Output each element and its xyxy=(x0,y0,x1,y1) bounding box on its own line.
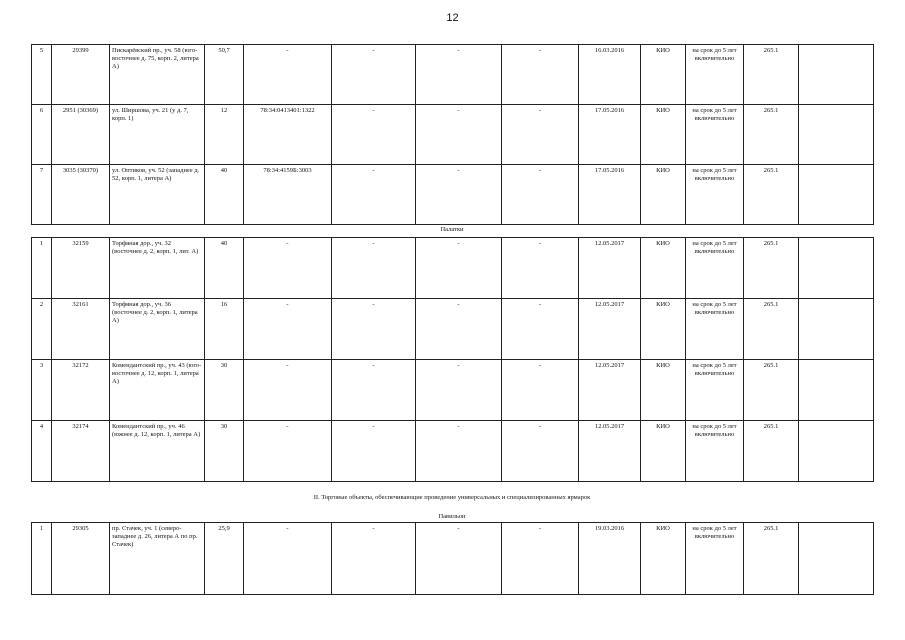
cell-cadastral: 78:34:4159Б:3003 xyxy=(244,165,332,225)
cell-term: на срок до 5 лет включительно xyxy=(686,299,744,360)
cell-code: 265.1 xyxy=(744,360,799,421)
cell-code: 265.1 xyxy=(744,105,799,165)
cell-note xyxy=(799,105,874,165)
cell-area: 30 xyxy=(205,360,244,421)
table-row xyxy=(32,165,874,225)
cell-area: 30 xyxy=(205,421,244,482)
cell-num: 2 xyxy=(32,299,52,360)
cell-col6: - xyxy=(332,421,416,482)
cell-code: 265.1 xyxy=(744,238,799,299)
cell-col6: - xyxy=(332,105,416,165)
table-row xyxy=(32,45,874,105)
cell-note xyxy=(799,360,874,421)
cell-num: 7 xyxy=(32,165,52,225)
cell-code: 265.1 xyxy=(744,523,799,595)
cell-col7: - xyxy=(416,238,502,299)
cell-note xyxy=(799,523,874,595)
cell-address: Комендантский пр., уч. 43 (юго-восточнее д. 12, корп. 1, литера А) xyxy=(110,360,205,421)
cell-num: 6 xyxy=(32,105,52,165)
cell-cadastral: - xyxy=(244,299,332,360)
table-row xyxy=(32,421,874,482)
cell-col7: - xyxy=(416,523,502,595)
section-heading-ii: II. Торговые объекты, обеспечивающие проведение универсальных и специализированных ярмарок xyxy=(313,494,591,501)
cell-col8: - xyxy=(502,421,579,482)
cell-organization: КИО xyxy=(641,165,686,225)
page-number: 12 xyxy=(446,12,459,24)
cell-col8: - xyxy=(502,523,579,595)
table-row xyxy=(32,299,874,360)
cell-col7: - xyxy=(416,360,502,421)
cell-address: Пискарёвский пр., уч. 58 (юго-восточнее д. 75, корп. 2, литера А) xyxy=(110,45,205,105)
cell-col8: - xyxy=(502,299,579,360)
cell-col6: - xyxy=(332,523,416,595)
cell-area: 12 xyxy=(205,105,244,165)
cell-id: 32174 xyxy=(52,421,110,482)
cell-col8: - xyxy=(502,105,579,165)
cell-note xyxy=(799,238,874,299)
cell-date: 16.03.2016 xyxy=(579,45,641,105)
cell-col8: - xyxy=(502,238,579,299)
table-row xyxy=(32,238,874,299)
cell-id: 2951 (30369) xyxy=(52,105,110,165)
registry-table-1 xyxy=(31,44,874,225)
section-heading-pavilion: Павильон xyxy=(438,513,466,520)
cell-col6: - xyxy=(332,238,416,299)
cell-date: 12.05.2017 xyxy=(579,238,641,299)
cell-note xyxy=(799,299,874,360)
cell-organization: КИО xyxy=(641,105,686,165)
cell-num: 1 xyxy=(32,523,52,595)
cell-organization: КИО xyxy=(641,523,686,595)
cell-code: 265.1 xyxy=(744,165,799,225)
cell-id: 32161 xyxy=(52,299,110,360)
cell-area: 40 xyxy=(205,165,244,225)
cell-address: пр. Стачек, уч. 1 (северо-западнее д. 26, литера А по пр. Стачек) xyxy=(110,523,205,595)
registry-table-2 xyxy=(31,237,874,482)
cell-organization: КИО xyxy=(641,421,686,482)
cell-id: 32172 xyxy=(52,360,110,421)
cell-organization: КИО xyxy=(641,238,686,299)
cell-date: 17.05.2016 xyxy=(579,165,641,225)
cell-cadastral: - xyxy=(244,421,332,482)
cell-term: на срок до 5 лет включительно xyxy=(686,105,744,165)
cell-cadastral: - xyxy=(244,238,332,299)
cell-num: 4 xyxy=(32,421,52,482)
table-row xyxy=(32,523,874,595)
cell-address: ул. Оптиков, уч. 52 (западнее д. 52, корп. 1, литера А) xyxy=(110,165,205,225)
section-heading-palatki: Палатки xyxy=(440,226,464,233)
cell-id: 32159 xyxy=(52,238,110,299)
cell-date: 12.05.2017 xyxy=(579,360,641,421)
cell-date: 19.03.2016 xyxy=(579,523,641,595)
cell-col8: - xyxy=(502,360,579,421)
cell-code: 265.1 xyxy=(744,45,799,105)
cell-id: 29399 xyxy=(52,45,110,105)
cell-area: 40 xyxy=(205,238,244,299)
cell-id: 29305 xyxy=(52,523,110,595)
cell-area: 50,7 xyxy=(205,45,244,105)
cell-area: 25,9 xyxy=(205,523,244,595)
cell-col7: - xyxy=(416,105,502,165)
cell-col7: - xyxy=(416,165,502,225)
cell-col6: - xyxy=(332,299,416,360)
cell-organization: КИО xyxy=(641,360,686,421)
table-row xyxy=(32,360,874,421)
cell-note xyxy=(799,421,874,482)
cell-col6: - xyxy=(332,165,416,225)
cell-area: 16 xyxy=(205,299,244,360)
cell-note xyxy=(799,45,874,105)
cell-col8: - xyxy=(502,45,579,105)
cell-id: 3035 (30370) xyxy=(52,165,110,225)
cell-term: на срок до 5 лет включительно xyxy=(686,165,744,225)
cell-col6: - xyxy=(332,360,416,421)
cell-num: 5 xyxy=(32,45,52,105)
cell-cadastral: 78:34:0413401:1322 xyxy=(244,105,332,165)
cell-cadastral: - xyxy=(244,523,332,595)
cell-address: Торфяная дор., уч. 36 (восточнее д. 2, корп. 1, литера А) xyxy=(110,299,205,360)
cell-code: 265.1 xyxy=(744,299,799,360)
cell-num: 3 xyxy=(32,360,52,421)
cell-term: на срок до 5 лет включительно xyxy=(686,238,744,299)
cell-term: на срок до 5 лет включительно xyxy=(686,45,744,105)
cell-term: на срок до 5 лет включительно xyxy=(686,360,744,421)
cell-date: 12.05.2017 xyxy=(579,421,641,482)
registry-table-3 xyxy=(31,522,874,595)
cell-term: на срок до 5 лет включительно xyxy=(686,523,744,595)
cell-note xyxy=(799,165,874,225)
table-row xyxy=(32,105,874,165)
cell-col8: - xyxy=(502,165,579,225)
cell-term: на срок до 5 лет включительно xyxy=(686,421,744,482)
cell-address: ул. Ширшова, уч. 21 (у д. 7, корп. 1) xyxy=(110,105,205,165)
cell-address: Комендантский пр., уч. 46 (южнее д. 12, корп. 1, литера А) xyxy=(110,421,205,482)
cell-code: 265.1 xyxy=(744,421,799,482)
cell-organization: КИО xyxy=(641,299,686,360)
cell-cadastral: - xyxy=(244,360,332,421)
cell-col6: - xyxy=(332,45,416,105)
cell-cadastral: - xyxy=(244,45,332,105)
cell-date: 12.05.2017 xyxy=(579,299,641,360)
cell-date: 17.05.2016 xyxy=(579,105,641,165)
cell-col7: - xyxy=(416,421,502,482)
cell-organization: КИО xyxy=(641,45,686,105)
cell-col7: - xyxy=(416,45,502,105)
cell-num: 1 xyxy=(32,238,52,299)
cell-col7: - xyxy=(416,299,502,360)
cell-address: Торфяная дор., уч. 32 (восточнее д. 2, корп. 1, лит. А) xyxy=(110,238,205,299)
